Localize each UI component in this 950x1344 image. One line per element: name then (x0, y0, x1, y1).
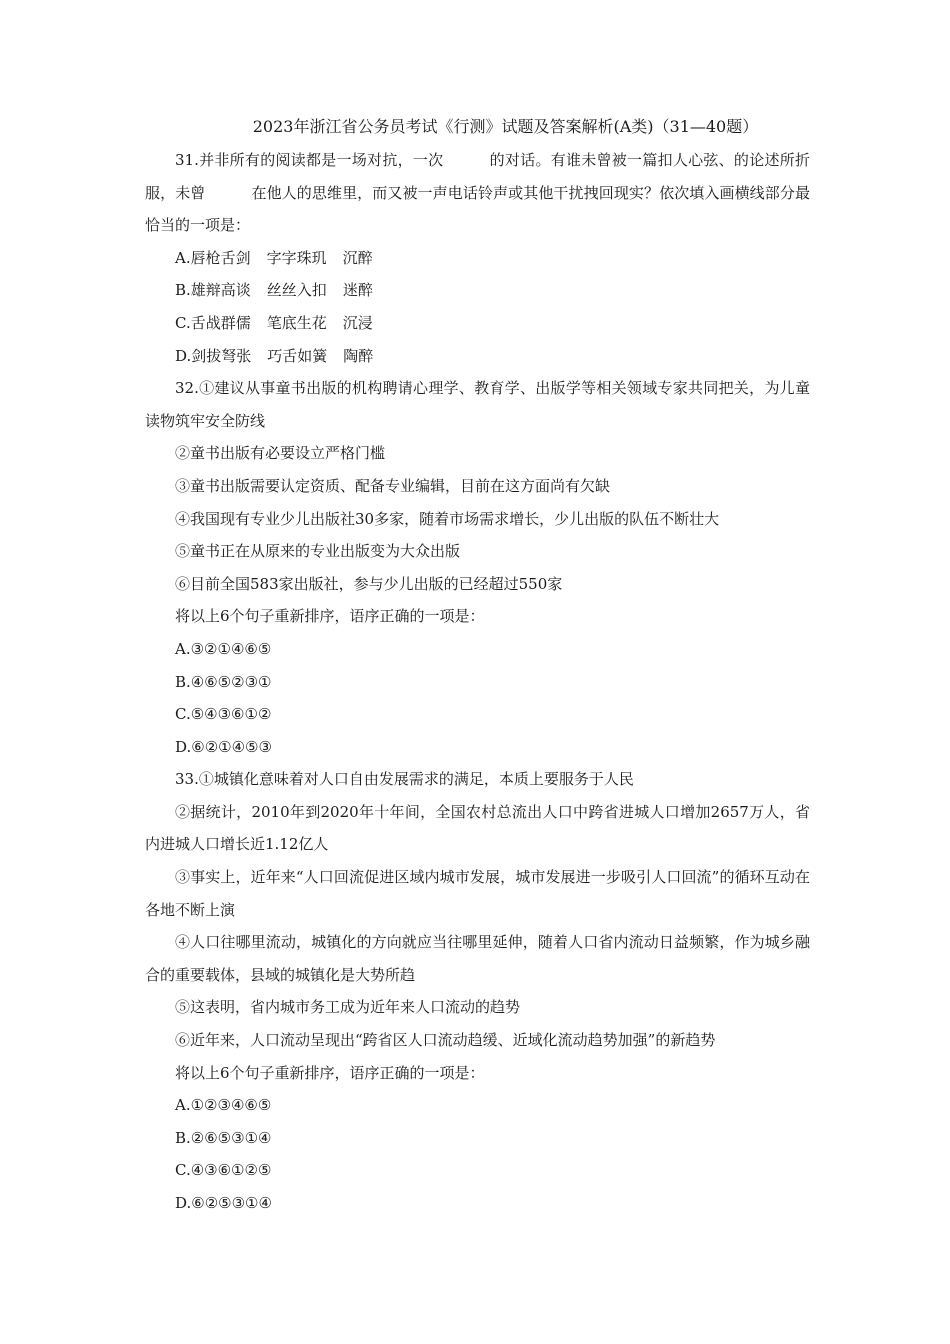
question-33-option-d: D.⑥②⑤③①④ (175, 1194, 272, 1212)
question-31-option-d: D.剑拔弩张 巧舌如簧 陶醉 (175, 346, 374, 365)
question-33-sentence-1: 33.①城镇化意味着对人口自由发展需求的满足，本质上要服务于人民 (175, 770, 634, 789)
question-32-option-c: C.⑤④③⑥①② (175, 705, 272, 724)
document-page (145, 110, 810, 1220)
question-33-option-c: C.④③⑥①②⑤ (175, 1161, 272, 1180)
question-32-prompt: 将以上6个句子重新排序，语序正确的一项是： (175, 607, 485, 626)
question-33-option-a: A.①②③④⑥⑤ (175, 1096, 272, 1115)
question-33-sentence-5: ⑤这表明，省内城市务工成为近年来人口流动的趋势 (175, 998, 521, 1017)
question-33-sentence-6: ⑥近年来，人口流动呈现出“跨省区人口流动趋缓、近域化流动趋势加强”的新趋势 (175, 1031, 716, 1050)
question-32-sentence-4: ④我国现有专业少儿出版社30多家，随着市场需求增长，少儿出版的队伍不断壮大 (175, 509, 720, 528)
question-32-option-d: D.⑥②①④⑤③ (175, 737, 272, 756)
question-31-option-b: B.雄辩高谈 丝丝入扣 迷醉 (175, 281, 373, 300)
question-31-option-c: C.舌战群儒 笔底生花 沉浸 (175, 313, 373, 332)
question-32-sentence-1: 32.①建议从事童书出版的机构聘请心理学、教育学、出版学等相关领域专家共同把关，为儿童读物筑牢安全防线 (145, 379, 810, 430)
question-32-option-a: A.③②①④⑥⑤ (175, 639, 272, 658)
question-31-stem-part2: 的对话。有谁未曾被一篇扣人心弦、的论述所折服，未曾 (145, 151, 810, 202)
question-32-sentence-3: ③童书出版需要认定资质、配备专业编辑，目前在这方面尚有欠缺 (175, 476, 611, 495)
question-33-option-b: B.②⑥⑤③①④ (175, 1128, 272, 1147)
question-32-option-b: B.④⑥⑤②③① (175, 672, 272, 691)
question-31-stem-part3: 在他人的思维里，而又被一声电话铃声或其他干扰拽回现实？依次填入画横线部分最恰当的一项是： (145, 183, 810, 235)
question-32-sentence-2: ②童书出版有必要设立严格门槛 (175, 444, 386, 463)
question-31-option-a: A.唇枪舌剑 字字珠玑 沉醉 (175, 248, 373, 267)
question-32-sentence-6: ⑥目前全国583家出版社，参与少儿出版的已经超过550家 (175, 574, 563, 593)
question-33-sentence-3: ③事实上，近年来“人口回流促进区域内城市发展，城市发展进一步吸引人口回流”的循环互动在各地不断上演 (145, 868, 810, 919)
question-33-prompt: 将以上6个句子重新排序，语序正确的一项是： (175, 1063, 485, 1082)
question-31-stem (145, 144, 810, 242)
question-33-sentence-4: ④人口往哪里流动，城镇化的方向就应当往哪里延伸，随着人口省内流动日益频繁，作为城乡融合的重要载体，县域的城镇化是大势所趋 (145, 933, 810, 984)
question-32-sentence-5: ⑤童书正在从原来的专业出版变为大众出版 (175, 542, 461, 561)
question-31-stem-part1: 31.并非所有的阅读都是一场对抗，一次 (175, 151, 444, 169)
document-title: 2023年浙江省公务员考试《行测》试题及答案解析(A类)（31—40题） (252, 117, 759, 136)
question-33-sentence-2: ②据统计，2010年到2020年十年间，全国农村总流出人口中跨省进城人口增加2657万人，省内进城人口增长近1.12亿人 (145, 802, 810, 854)
